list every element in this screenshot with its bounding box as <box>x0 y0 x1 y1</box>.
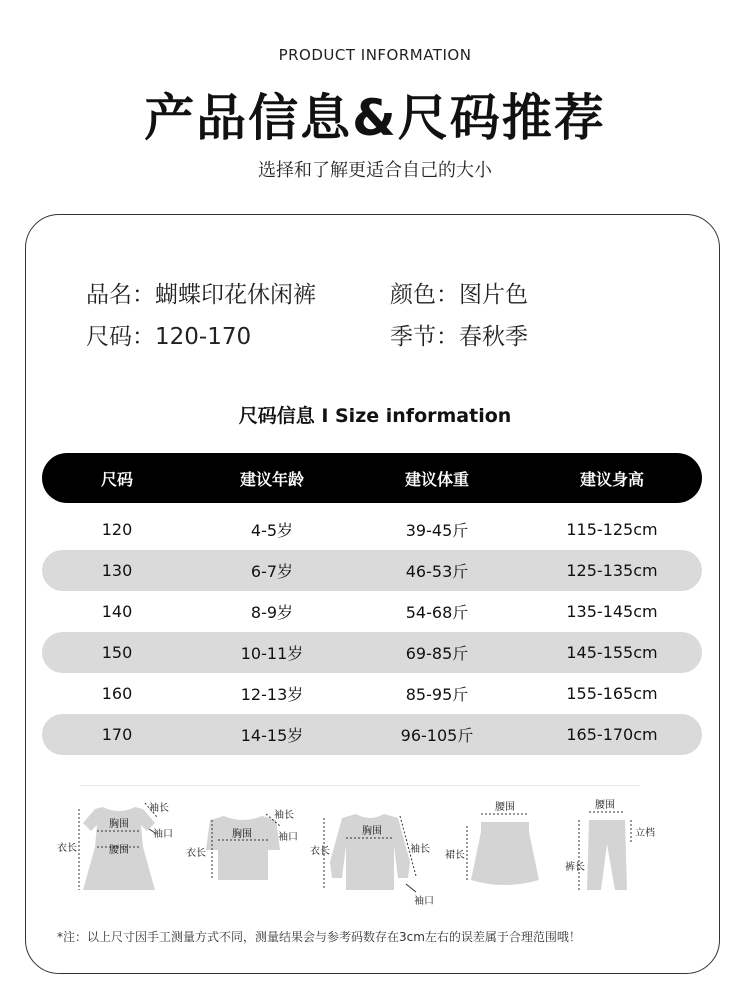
cell-age: 8-9岁 <box>250 603 294 622</box>
cell-size: 130 <box>101 561 133 580</box>
product-season-value: 春秋季 <box>459 324 528 350</box>
table-row <box>42 714 702 755</box>
cell-age: 6-7岁 <box>250 562 294 581</box>
page-subtitle: 选择和了解更适合自己的大小 <box>258 160 492 181</box>
table-row <box>42 550 702 591</box>
product-color-label: 颜色： <box>390 282 459 308</box>
tshirt-length-label: 衣长 <box>186 848 206 859</box>
cell-height: 115-125cm <box>566 520 658 539</box>
cell-age: 14-15岁 <box>240 726 304 745</box>
cell-size: 170 <box>101 725 133 744</box>
english-title: PRODUCT INFORMATION <box>278 46 472 64</box>
cell-age: 12-13岁 <box>240 685 304 704</box>
dress-length-label: 衣长 <box>57 843 77 854</box>
product-size-value: 120-170 <box>155 324 252 350</box>
sweater-cuff-label: 袖口 <box>414 896 434 907</box>
skirt-diagram-icon <box>445 800 565 895</box>
pants-rise-label: 立档 <box>635 828 655 839</box>
section-divider <box>80 785 640 786</box>
cell-weight: 85-95斤 <box>405 685 469 704</box>
size-section-title: 尺码信息 I Size information <box>238 405 512 427</box>
sweater-diagram-icon <box>310 800 440 912</box>
tshirt-cuff-label: 袖口 <box>278 832 298 843</box>
header-age: 建议年龄 <box>239 469 304 489</box>
cell-age: 10-11岁 <box>240 644 304 663</box>
product-name-label: 品名： <box>86 282 155 308</box>
cell-height: 165-170cm <box>566 725 658 744</box>
table-row <box>42 632 702 673</box>
product-season-label: 季节： <box>390 324 459 350</box>
header-size: 尺码 <box>100 469 133 489</box>
pants-length-label: 裤长 <box>565 862 585 873</box>
measurement-note: *注：以上尺寸因手工测量方式不同，测量结果会与参考码数存在3cm左右的误差属于合理范围哦！ <box>57 930 581 944</box>
dress-cuff-label: 袖口 <box>153 829 173 840</box>
cell-size: 140 <box>101 602 133 621</box>
tshirt-chest-label: 胸围 <box>232 829 252 840</box>
table-row <box>42 591 702 632</box>
table-row <box>42 509 702 550</box>
cell-weight: 54-68斤 <box>405 603 469 622</box>
header-height: 建议身高 <box>579 469 644 489</box>
product-color-value: 图片色 <box>459 282 528 308</box>
product-size <box>86 318 251 351</box>
cell-height: 145-155cm <box>566 643 658 662</box>
size-table-header <box>42 453 702 503</box>
sweater-length-label: 衣长 <box>310 846 330 857</box>
skirt-waist-label: 腰围 <box>495 802 515 813</box>
sweater-sleeve-label: 袖长 <box>410 844 430 855</box>
product-color <box>390 276 528 309</box>
cell-weight: 69-85斤 <box>405 644 469 663</box>
dress-diagram-icon <box>55 795 185 900</box>
pants-diagram-icon <box>565 798 665 898</box>
table-row <box>42 673 702 714</box>
cell-size: 160 <box>101 684 133 703</box>
product-size-label: 尺码： <box>86 324 155 350</box>
dress-sleeve-label: 袖长 <box>149 803 169 814</box>
cell-height: 125-135cm <box>566 561 658 580</box>
product-name-value: 蝴蝶印花休闲裤 <box>155 282 316 308</box>
dress-chest-label: 胸围 <box>109 819 129 830</box>
product-name <box>86 276 316 309</box>
sweater-chest-label: 胸围 <box>362 826 382 837</box>
cell-height: 155-165cm <box>566 684 658 703</box>
pants-waist-label: 腰围 <box>595 800 615 811</box>
cell-weight: 46-53斤 <box>405 562 469 581</box>
cell-weight: 96-105斤 <box>400 726 474 745</box>
header-weight: 建议体重 <box>404 469 469 489</box>
skirt-length-label: 裙长 <box>445 850 465 861</box>
cell-age: 4-5岁 <box>250 521 294 540</box>
cell-height: 135-145cm <box>566 602 658 621</box>
cell-weight: 39-45斤 <box>405 521 469 540</box>
cell-size: 150 <box>101 643 133 662</box>
tshirt-diagram-icon <box>186 800 306 895</box>
tshirt-sleeve-label: 袖长 <box>274 810 294 821</box>
page-title: 产品信息&尺码推荐 <box>144 89 606 147</box>
dress-waist-label: 腰围 <box>109 845 129 856</box>
product-season <box>390 318 528 351</box>
cell-size: 120 <box>101 520 133 539</box>
